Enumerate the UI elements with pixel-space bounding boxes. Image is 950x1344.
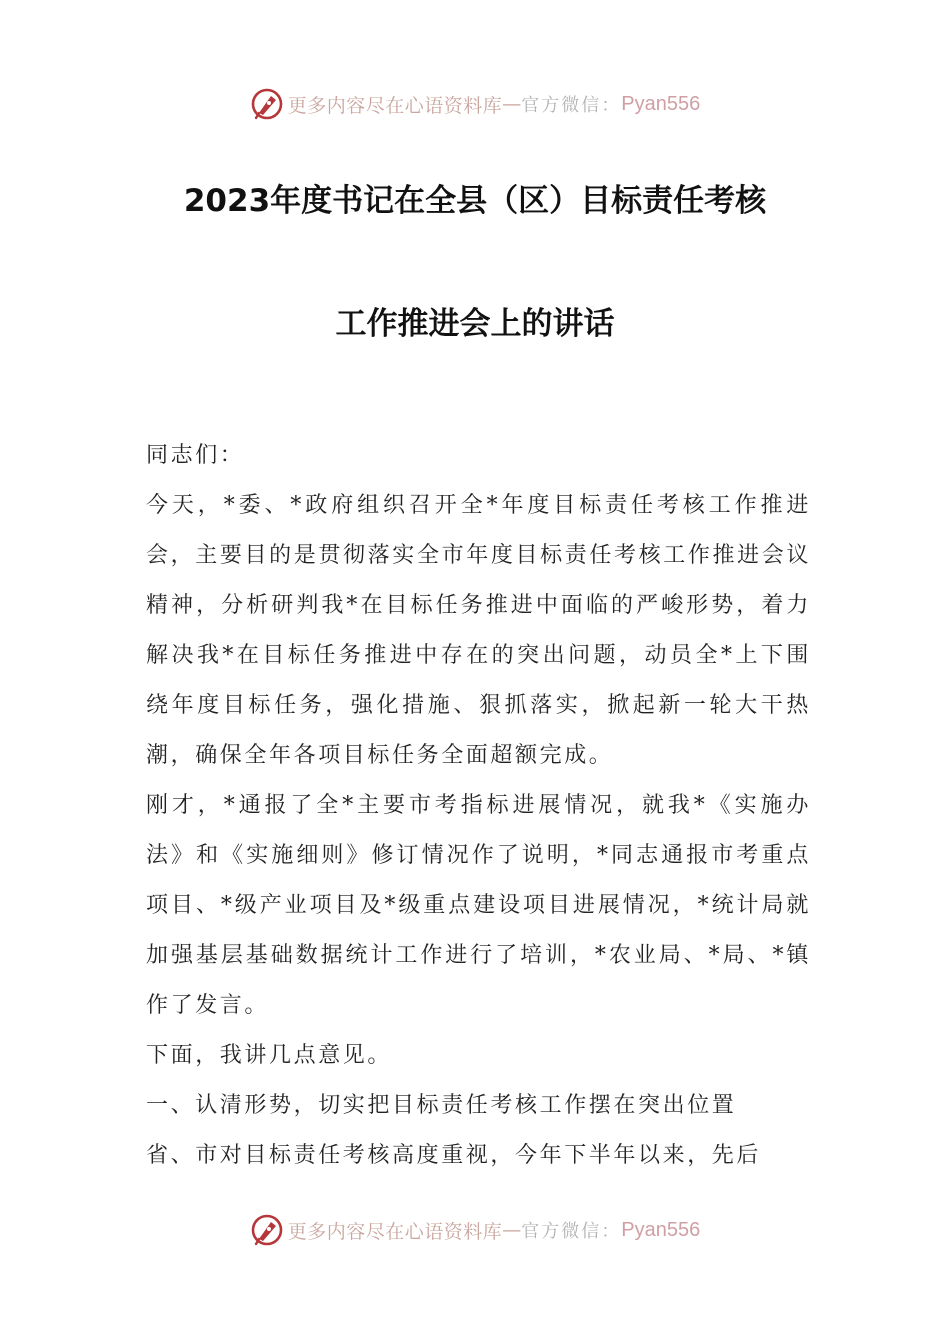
watermark-wechat-label: 官方微信： <box>521 1221 622 1242</box>
header-watermark <box>0 84 950 124</box>
footer-watermark <box>0 1210 950 1250</box>
body-paragraph: 今天，*委、*政府组织召开全*年度目标责任考核工作推进会，主要目的是贯彻落实全市年度目标责任考核工作推进会议精神，分析研判我*在目标任务推进中面临的严峻形势，着力解决我*在目标任务推进中存在的突出问题，动员全*上下围绕年度目标任务，强化措施、狠抓落实，掀起新一轮大干热潮，确保全年各项目标任务全面超额完成。 <box>146 493 811 768</box>
watermark-site-text: 更多内容尽在心语资料库 <box>287 94 503 117</box>
body-paragraph: 省、市对目标责任考核高度重视，今年下半年以来，先后 <box>146 1143 762 1168</box>
pen-nib-logo-icon <box>250 87 284 121</box>
watermark-separator: — <box>502 93 522 115</box>
body-paragraph: 下面，我讲几点意见。 <box>146 1043 393 1068</box>
section-heading: 一、认清形势，切实把目标责任考核工作摆在突出位置 <box>146 1093 737 1118</box>
salutation: 同志们： <box>146 443 245 468</box>
watermark-wechat-label: 官方微信： <box>521 95 622 116</box>
pen-nib-logo-icon <box>250 1213 284 1247</box>
body-paragraph: 刚才，*通报了全*主要市考指标进展情况，就我*《实施办法》和《实施细则》修订情况作了说明，*同志通报市考重点项目、*级产业项目及*级重点建设项目进展情况，*统计局就加强基层基础数据统计工作进行了培训，*农业局、*局、*镇作了发言。 <box>146 793 811 1018</box>
watermark-site-text: 更多内容尽在心语资料库 <box>287 1220 503 1243</box>
watermark-wechat-id: Pyan556 <box>621 92 701 115</box>
watermark-separator: — <box>502 1219 522 1241</box>
document-title-line-1: 2023年度书记在全县（区）目标责任考核 <box>183 183 767 219</box>
document-title-line-2: 工作推进会上的讲话 <box>335 306 615 342</box>
document-body <box>146 431 811 1181</box>
watermark-wechat-id: Pyan556 <box>621 1218 701 1241</box>
